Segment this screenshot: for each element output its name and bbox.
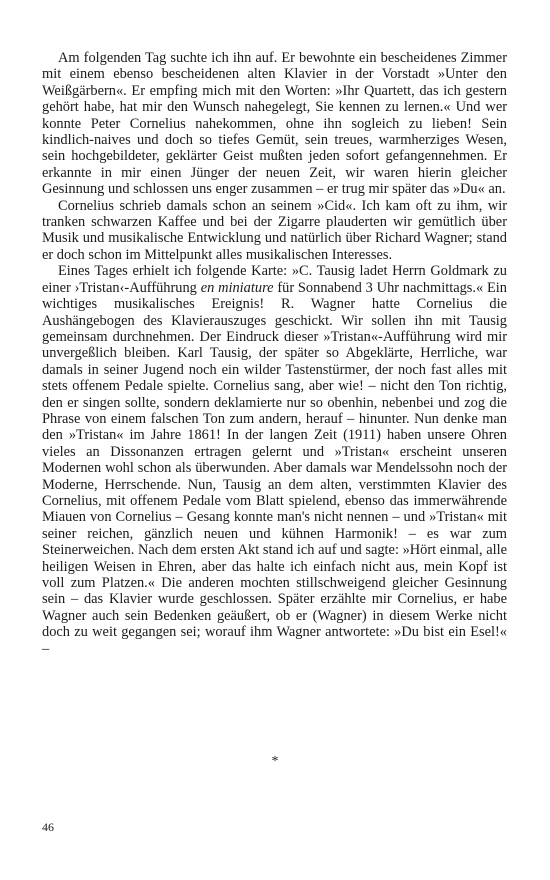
paragraph-1: Am folgenden Tag suchte ich ihn auf. Er bewohnte ein bescheidenes Zimmer mit einem ebenso bescheidenen alten Klavier in der Vorstadt »Unter den Weißgärbern«. Er empfing mich mit den Worten: »Ihr Quartett, das ich gestern gehört habe, hat mir den Wunsch nahegelegt, Sie kennen zu lernen.« Und wer konnte Peter Cornelius nahekommen, ohne ihn sogleich zu lieben! Sein kindlich-naives und doch so tiefes Gemüt, sein treues, warmherziges Wesen, sein hochgebildeter, geklärter Geist mußten jeden sofort gefangennehmen. Er erkannte in mir einen Jünger der neuen Zeit, wir waren hierin gleicher Gesinnung und schlossen uns enger zusammen – er trug mir später das »Du« an. [42,50,507,198]
paragraph-2: Cornelius schrieb damals schon an seinem »Cid«. Ich kam oft zu ihm, wir tranken schwarzen Kaffee und bei der Zigarre plauderten wir gemütlich über Musik und musikalische Entwicklung und natürlich über Richard Wagner; stand er doch schon im Mittelpunkt alles musikalischen Interesses. [42,197,507,263]
paragraph-3-part-2: für Sonnabend 3 Uhr nachmittags.« Ein wichtiges musikalisches Ereignis! R. Wagner hatte Cornelius die Aushängebogen des Klavierauszuges geschickt. Wir sollen ihn mit Tausig gemeinsam durchnehmen. Der Eindruck dieser »Tristan«-Aufführung wird mir unvergeßlich bleiben. Karl Tausig, der später so Abgeklärte, Herrliche, war damals in seiner Jugend noch ein wilder Tastenstürmer, der noch fast alles mit stets offenem Pedale spielte. Cornelius sang, aber wie! – nicht den Ton richtig, den er singen sollte, sondern deklamierte nur so obenhin, nebenbei und zog die Phrase von einem falschen Ton zum andern, herauf – hinunter. Nun denke man den »Tristan« im Jahre 1861! In der langen Zeit (1911) haben unsere Ohren vieles an Dissonanzen ertragen gelernt und »Tristan« erscheint unseren Modernen wohl schon als überwunden. Aber damals war Mendelssohn noch der Moderne, Herrschende. Nun, Tausig an dem alten, verstimmten Klavier des Cornelius, mit offenem Pedale vom Blatt spielend, ebenso das immerwährende Miauen von Cornelius – Gesang konnte man's nicht nennen – und »Tristan« mit seiner reichen, gänzlich neuen und kühnen Harmonik! – es war zum Steinerweichen. Nach dem ersten Akt stand ich auf und sagte: »Hört einmal, alle heiligen Weisen in Ehren, aber das halte ich einfach nicht aus, mein Kopf ist voll zum Platzen.« Die anderen mochten stillschweigend gleicher Gesinnung sein – das Klavier wurde geschlossen. Später erzählte mir Cornelius, er habe Wagner auch sein Bedenken geäußert, ob er (Wagner) in diesem Werke nicht doch zu weit gegangen sei; worauf ihm Wagner antwortete: »Du bist ein Esel!« – [42,279,507,657]
section-separator: * [271,754,279,769]
italic-phrase: en miniature [200,279,274,296]
paragraph-3-part-1: Eines Tages erhielt ich folgende Karte: »C. Tausig ladet Herrn Goldmark zu einer ›Tristan‹-Aufführung [42,263,507,296]
page-number: 46 [42,820,54,834]
paragraph-3 [42,263,507,657]
page-body [42,50,507,657]
